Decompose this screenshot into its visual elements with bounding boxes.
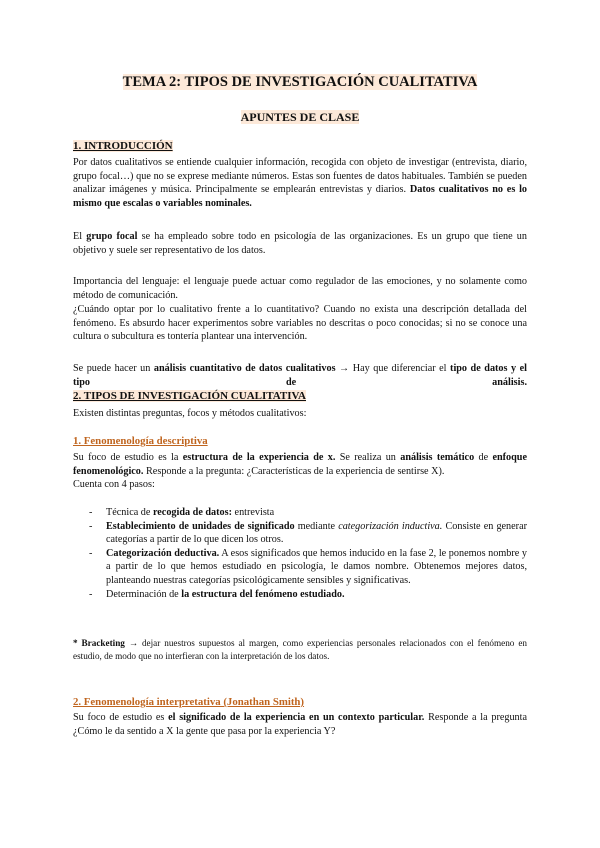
section-1-paragraph-4: [73, 303, 527, 344]
section-1-paragraph-1: [73, 156, 527, 210]
sub1-p-mid-2: de: [474, 452, 493, 463]
step-3-bold: Categorización deductiva.: [106, 547, 220, 559]
dash-bullet: -: [89, 520, 93, 532]
document-title: [0, 73, 600, 91]
document-title-text: TEMA 2: TIPOS DE INVESTIGACIÓN CUALITATIVA: [122, 74, 478, 90]
step-2-post: Consiste en generar categorías a partir de lo que dicen los otros.: [106, 520, 527, 546]
s1-p2-post: se ha empleado sobre todo en psicología de las organizaciones. Es un grupo que tiene un objetivo y suele ser representativo de los datos.: [73, 231, 527, 256]
note-bold: * Bracketing: [73, 638, 125, 648]
step-2-bold: Establecimiento de unidades de significado: [106, 520, 295, 532]
s1-p5-bold-2: tipo de datos y el tipo de análisis.: [73, 363, 527, 388]
subsection-1-heading: [73, 435, 527, 449]
note-post: → dejar nuestros supuestos al margen, como experiencias personales relacionados con el fenómeno en estudio, de modo que no interfieran con la interpretación de los datos.: [73, 638, 527, 661]
section-1-paragraph-5: [73, 362, 527, 389]
subsection-2-heading: [73, 696, 527, 710]
sub1-p-pre: Su foco de estudio es la: [73, 452, 183, 463]
s1-p3-text: Importancia del lenguaje: el lenguaje puede actuar como regulador de las emociones, y no solamente como método de comunicación.: [73, 276, 527, 301]
sub2-p-bold: el significado de la experiencia en un contexto particular.: [168, 712, 425, 723]
s1-p2-bold: grupo focal: [86, 231, 138, 242]
section-1-paragraph-2: [73, 230, 527, 257]
sub1-steps-intro: Cuenta con 4 pasos:: [73, 479, 155, 491]
sub1-p-bold-3: enfoque fenomenológico.: [73, 452, 527, 477]
step-4-bold: la estructura del fenómeno estudiado.: [181, 588, 345, 600]
section-1-heading: [73, 140, 527, 154]
step-2-mid: mediante: [294, 520, 339, 532]
section-1-paragraph-3: [73, 275, 527, 302]
sub1-p-bold-2: análisis temático: [400, 452, 475, 463]
subsection-1-paragraph: [73, 451, 527, 492]
sub2-p-pre: Su foco de estudio es: [73, 712, 169, 723]
sub2-p-post: Responde a la pregunta ¿Cómo le da sentido a X la gente que pasa por la experiencia Y?: [73, 712, 527, 737]
step-4-pre: Determinación de: [106, 588, 182, 600]
dash-bullet: -: [89, 547, 93, 559]
s1-p1-bold: Datos cualitativos no es lo mismo que escalas o variables nominales.: [73, 184, 528, 209]
section-1-heading-text: 1. INTRODUCCIÓN: [73, 140, 173, 152]
dash-bullet: -: [89, 588, 93, 600]
s1-p5-mid: → Hay que diferenciar el: [335, 363, 451, 374]
step-1-bold: recogida de datos:: [152, 507, 232, 518]
section-2-heading: [73, 390, 527, 404]
s1-p2-pre: El: [73, 231, 87, 242]
sub1-p-post: Responde a la pregunta: ¿Características de la experiencia de sentirse X).: [143, 465, 445, 477]
list-item: [73, 547, 527, 588]
subsection-1-heading-text: 1. Fenomenología descriptiva: [73, 435, 208, 447]
step-3-post: A esos significados que hemos inducido en la fase 2, le ponemos nombre y a partir de lo que hemos estudiado en psicología, le damos nombre. Obtenemos mejores datos, planteando nuestras categorías psicológicamente sensibles y significativas.: [106, 547, 527, 586]
s1-p5-bold-1: análisis cuantitativo de datos cualitativos: [153, 363, 336, 374]
section-2-heading-text: 2. TIPOS DE INVESTIGACIÓN CUALITATIVA: [73, 390, 306, 402]
sub1-p-bold-1: estructura de la experiencia de x.: [182, 452, 336, 463]
s1-p5-pre: Se puede hacer un: [73, 363, 154, 374]
section-2-intro: [73, 407, 527, 421]
list-item: [73, 506, 527, 520]
step-2-italic: categorización inductiva.: [338, 520, 443, 532]
subsection-2-paragraph: [73, 711, 527, 738]
step-1-pre: Técnica de: [106, 507, 153, 518]
list-item: [73, 520, 527, 547]
document-subtitle: [0, 110, 600, 125]
subsection-1-steps-list: [73, 506, 527, 601]
step-1-post: entrevista: [232, 507, 275, 518]
s1-p4-text: ¿Cuándo optar por lo cualitativo frente a lo cuantitativo? Cuando no exista una descripción detallada del fenómeno. Es absurdo hacer experimentos sobre variables no descritas o poco conocidas; si no se conoce una cultura o subcultura es tontería plantear una intervención.: [73, 304, 527, 343]
bracketing-note: [73, 637, 527, 663]
subsection-2-heading-text: 2. Fenomenología interpretativa (Jonathan Smith): [73, 696, 305, 708]
sub1-p-mid-1: Se realiza un: [335, 452, 401, 463]
document-subtitle-text: APUNTES DE CLASE: [240, 110, 360, 124]
s1-p1-text: Por datos cualitativos se entiende cualquier información, recogida con objeto de investigar (entrevista, diario, grupo focal…) que no se exprese mediante números. Estas son fuentes de datos habituales. También se pueden analizar imágenes y música. Principalmente se emplearán entrevistas y diarios.: [73, 157, 527, 196]
s2-intro-text: Existen distintas preguntas, focos y métodos cualitativos:: [73, 408, 307, 419]
dash-bullet: -: [89, 507, 93, 518]
list-item: [73, 588, 527, 602]
